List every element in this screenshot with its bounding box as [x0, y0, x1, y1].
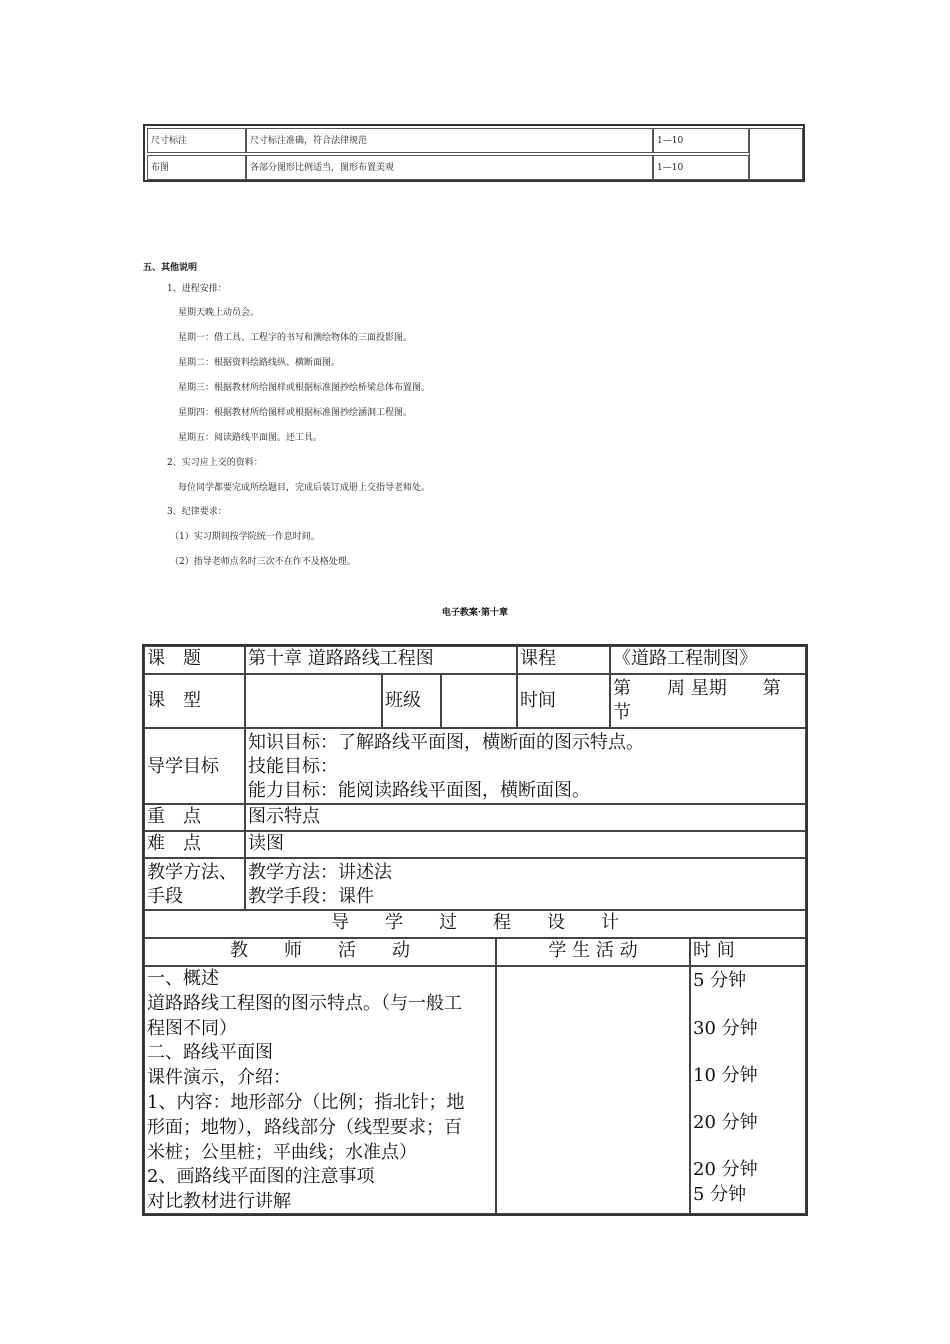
score-table: [143, 124, 805, 182]
goal-line: 技能目标：: [248, 756, 338, 777]
teacher-line: 道路路线工程图的图示特点。（与一般工: [147, 992, 462, 1014]
time-entry: 10 分钟: [693, 1065, 758, 1086]
teacher-line: 1、内容：地形部分（比例；指北针；地: [147, 1091, 465, 1113]
topic-label: 课 题: [144, 646, 245, 674]
time-entry: 5 分钟: [693, 1184, 747, 1205]
student-activity-header: 学 生 活 动: [496, 938, 690, 966]
score-range-cell: 1—10: [653, 128, 749, 153]
teacher-line: 形面；地物），路线部分（线型要求；百: [147, 1116, 462, 1138]
note-line: 星期一：借工具、工程字的书写和测绘物体的三面投影图。: [178, 333, 413, 343]
goal-label: 导学目标: [144, 728, 245, 804]
note-line: 星期天晚上动员会。: [178, 308, 260, 318]
note-line: 星期三：根据教材所给图样或根据标准图抄绘桥梁总体布置图。: [178, 383, 431, 393]
teacher-activity-header: 教 师 活 动: [144, 938, 496, 966]
goal-line: 知识目标：了解路线平面图，横断面的图示特点。: [248, 732, 644, 753]
score-item-cell: 尺寸标注: [147, 128, 246, 153]
teacher-activity-content: [144, 966, 496, 1214]
score-item-cell: 布图: [147, 155, 246, 180]
note-line: 星期五：阅读路线平面图。还工具。: [178, 433, 323, 443]
method-label-line: 教学方法、: [147, 862, 237, 883]
note-line: 2、实习应上交的资料：: [167, 458, 263, 468]
goal-line: 能力目标：能阅读路线平面图，横断面图。: [248, 780, 590, 801]
teacher-line: 2、画路线平面图的注意事项: [147, 1166, 375, 1188]
note-line: 星期二：根据资料绘路线纵、横断面图。: [178, 358, 341, 368]
teacher-line: 对比教材进行讲解: [147, 1191, 291, 1213]
method-line: 教学手段：课件: [248, 886, 374, 907]
time-entry: 20 分钟: [693, 1159, 758, 1180]
time-entry: 20 分钟: [693, 1112, 758, 1133]
time-label: 时间: [517, 674, 610, 728]
score-blank-cell: [749, 128, 803, 180]
score-requirement-cell: 尺寸标注准确，符合法律规范: [246, 128, 653, 153]
method-line: 教学方法：讲述法: [248, 862, 392, 883]
goal-value: [245, 728, 806, 804]
note-line: 每位同学都要完成所绘题目，完成后装订成册上交指导老师处。: [178, 483, 431, 493]
course-value: 《道路工程制图》: [610, 646, 806, 674]
design-header: 导 学 过 程 设 计: [144, 910, 806, 938]
teacher-line: 程图不同）: [147, 1017, 237, 1039]
difficulty-label: 难 点: [144, 831, 245, 858]
teacher-line: 课件演示，介绍：: [147, 1067, 291, 1089]
type-label: 课 型: [144, 674, 245, 728]
time-entry: 5 分钟: [693, 970, 747, 991]
focus-value: 图示特点: [245, 804, 806, 831]
score-range-cell: 1—10: [653, 155, 749, 180]
lesson-plan-table: [142, 644, 808, 1216]
class-label: 班级: [382, 674, 441, 728]
note-line: 3、纪律要求：: [167, 507, 227, 517]
score-requirement-cell: 各部分图形比例适当，图形布置美观: [246, 155, 653, 180]
focus-label: 重 点: [144, 804, 245, 831]
topic-value: 第十章 道路路线工程图: [245, 646, 517, 674]
type-value: [245, 674, 382, 728]
time-value-line: 第 周 星期 第: [613, 678, 781, 699]
teacher-line: 米桩；公里桩；平曲线；水准点）: [147, 1141, 417, 1163]
document-title: 电子教案·第十章: [441, 608, 509, 618]
time-value-line: 节: [613, 702, 631, 723]
note-line: 星期四：根据教材所给图样或根据标准图抄绘涵洞工程图。: [178, 408, 413, 418]
method-value: [245, 858, 806, 910]
class-value: [441, 674, 517, 728]
teacher-line: 一、概述: [147, 968, 219, 989]
time-content: [690, 966, 806, 1214]
method-label: [144, 858, 245, 910]
difficulty-value: 读图: [245, 831, 806, 858]
note-line: （2）指导老师点名时三次不在作不及格处理。: [170, 557, 356, 567]
method-label-line: 手段: [147, 886, 183, 907]
section-title: 五、其他说明: [143, 263, 198, 273]
time-value: [610, 674, 806, 728]
note-line: （1）实习期间按学院统一作息时间。: [170, 532, 320, 542]
student-activity-content: [496, 966, 690, 1214]
teacher-line: 二、路线平面图: [147, 1042, 273, 1064]
course-label: 课程: [517, 646, 610, 674]
time-header: 时 间: [690, 938, 806, 966]
note-line: 1、进程安排：: [167, 284, 227, 294]
time-entry: 30 分钟: [693, 1018, 758, 1039]
